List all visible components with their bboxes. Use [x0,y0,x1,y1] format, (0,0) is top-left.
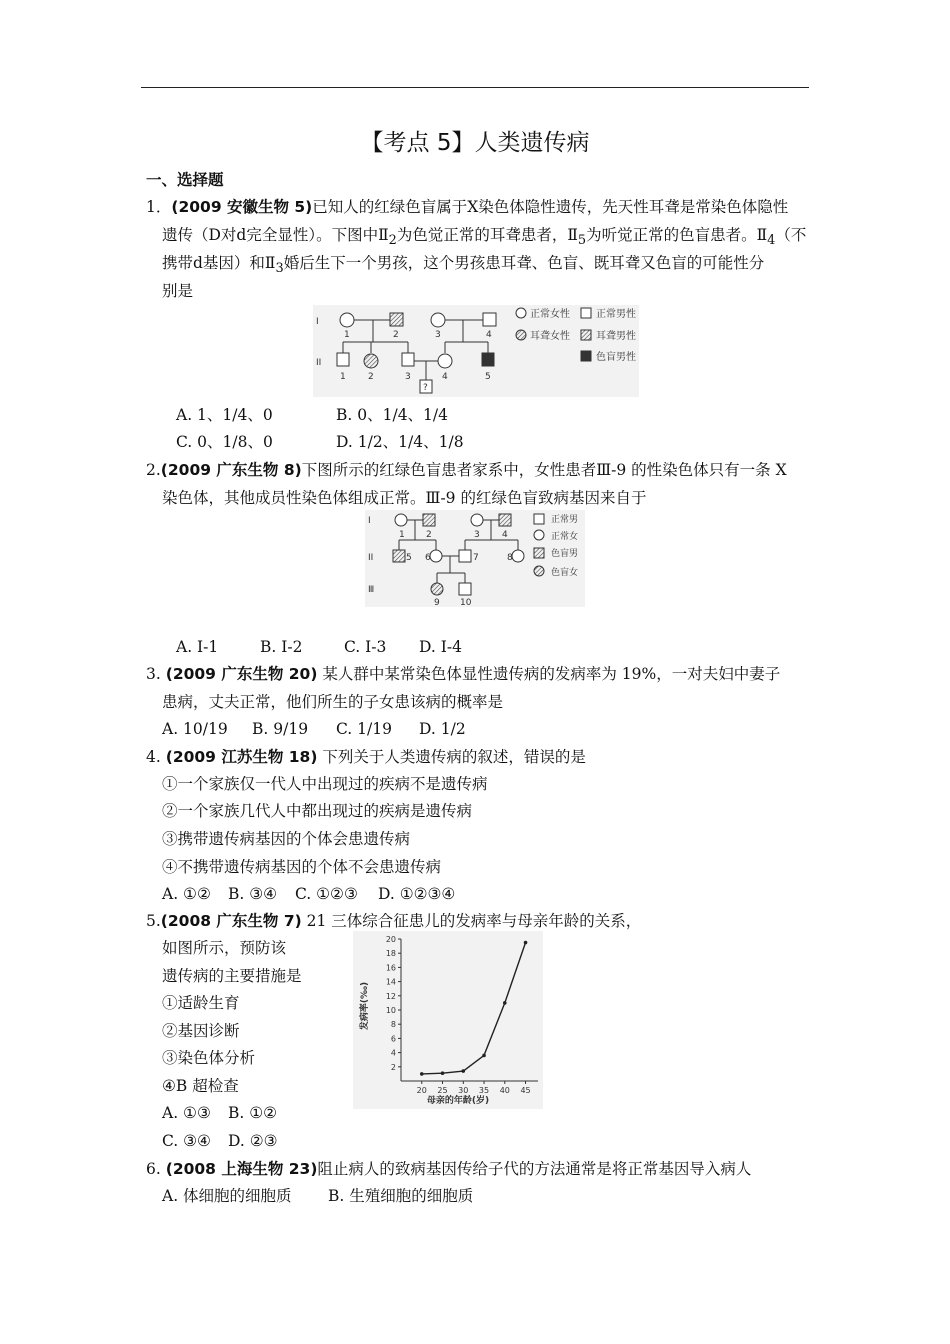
q4-statement-1: ①一个家族仅一代人中出现过的疾病不是遗传病 [162,775,488,793]
top-rule [141,87,809,88]
q2-number: 2. [146,461,161,479]
q2-option-a: A. Ⅰ-1 [176,638,219,656]
chart-y-tick-label: 14 [385,977,396,987]
q4-line1 [146,747,586,767]
q2-id: 6 [425,553,431,563]
legend-deaf-male-symbol [581,330,591,340]
q2-pedigree-figure [365,510,585,607]
chart-x-tick-label: 35 [478,1086,490,1095]
q2-id: 2 [426,530,432,540]
q1-id: 1 [344,330,350,340]
q2-I1-normal-female [395,514,407,526]
q2-id: 10 [460,598,472,607]
q5-number: 5. [146,912,161,930]
q2-I4-colorblind-male [499,514,511,526]
chart-data-point [420,1072,424,1076]
chart-x-tick-label: 20 [416,1086,427,1095]
q6-option-a: A. 体细胞的细胞质 [162,1187,292,1205]
q2-II5-colorblind-male [393,550,405,562]
q1-option-c: C. 0、1/8、0 [176,433,273,451]
q3-option-a: A. 10/19 [162,720,228,738]
q4-statement-4: ④不携带遗传病基因的个体不会患遗传病 [162,858,442,876]
q4-number: 4. [146,748,161,766]
chart-y-axis-label: 发病率(‰) [360,981,370,1031]
q4-statement-3: ③携带遗传病基因的个体会患遗传病 [162,830,411,848]
q1-option-a: A. 1、1/4、0 [176,406,273,424]
q5-source: (2008 广东生物 7) [160,912,302,930]
q1-gen-label-I: I [316,317,319,327]
q1-I3-normal-female [431,313,445,327]
page-title: 【考点 5】人类遗传病 [360,130,590,156]
q3-line1 [146,664,780,684]
q5-measure-1: ①适龄生育 [162,994,240,1012]
q1-gen-label-II: II [316,358,322,368]
legend-deaf-female: 耳聋女性 [530,331,570,342]
q5-measure-2: ②基因诊断 [162,1022,240,1040]
q6-source: (2008 上海生物 23) [165,1160,318,1178]
q2-id: 1 [399,530,405,540]
q2-id: 4 [502,530,508,540]
q5-chart-svg [353,931,543,1109]
q2-line2: 染色体，其他成员性染色体组成正常。Ⅲ-9 的红绿色盲致病基因来自于 [162,489,647,507]
chart-y-tick-label: 10 [385,1006,396,1015]
q1-line2: 遗传（D对d完全显性）。下图中$Ⅱ_2$为色觉正常的耳聋患者，$Ⅱ_5$为听觉正常的色盲患者。$Ⅱ_4$（不 [162,226,807,249]
q5-measure-4: ④B 超检查 [162,1077,239,1095]
chart-x-tick-label: 30 [458,1086,469,1095]
q1-id: 3 [435,330,441,340]
q1-II1-normal-male [337,353,349,366]
q5-measure-3: ③染色体分析 [162,1049,256,1067]
q2-II8-normal-female [512,550,524,562]
chart-data-point [441,1071,445,1075]
q1-source: (2009 安徽生物 5) [171,198,313,216]
q1-I4-normal-male [483,313,496,326]
legend-normal-male: 正常男性 [596,309,636,320]
section-heading: 一、选择题 [146,171,224,189]
q1-II3-normal-male [402,353,414,366]
q5-option-d: D. ②③ [228,1132,278,1150]
q1-option-b: B. 0、1/4、1/4 [336,406,448,424]
q1-line4: 别是 [162,282,194,300]
q3-option-c: C. 1/19 [336,720,392,738]
legend-deaf-female-symbol [516,330,526,340]
chart-x-tick-label: 45 [520,1086,531,1095]
q6-option-b: B. 生殖细胞的细胞质 [328,1187,474,1205]
chart-y-tick-label: 2 [390,1062,396,1072]
q2-III10-normal-male [459,583,471,595]
chart-y-tick-label: 20 [385,935,396,944]
q6-line1 [146,1159,751,1179]
q6-line1-text: 阻止病人的致病基因传给子代的方法通常是将正常基因导入病人 [317,1160,752,1178]
legend-colorblind-male-symbol [534,548,544,558]
chart-y-tick-label: 18 [385,949,396,959]
chart-x-tick-label: 25 [437,1086,448,1095]
q4-option-d: D. ①②③④ [378,885,456,903]
legend-normal-female-symbol [516,308,526,318]
q4-option-a: A. ①② [162,885,211,903]
legend-colorblind-male: 色盲男 [551,549,579,559]
q5-option-a: A. ①③ [162,1104,211,1122]
q2-gen-label-III: Ⅲ [368,585,375,595]
q2-gen-label-II: II [368,553,374,563]
q5-option-c: C. ③④ [162,1132,211,1150]
legend-deaf-male: 耳聋男性 [596,331,636,342]
q2-id: 9 [434,598,440,607]
q5-line1 [146,911,641,931]
q1-id: 5 [485,372,491,382]
q2-line1 [146,460,787,480]
q6-number: 6. [146,1160,161,1178]
q3-number: 3. [146,665,161,683]
q2-gen-label-I: I [368,516,371,526]
legend-colorblind-male: 色盲男性 [596,352,636,363]
q2-option-d: D. Ⅰ-4 [419,638,462,656]
legend-normal-male: 正常男 [551,515,579,525]
q5-incidence-chart [353,931,543,1109]
q3-line2: 患病，丈夫正常，他们所生的子女患该病的概率是 [162,693,504,711]
q1-I2-deaf-male [390,313,403,326]
q4-option-b: B. ③④ [228,885,278,903]
chart-y-tick-label: 12 [385,991,396,1001]
chart-y-tick-label: 8 [390,1020,396,1030]
chart-data-point [461,1069,465,1073]
q5-line: 如图所示，预防该 [162,939,287,957]
legend-colorblind-female: 色盲女 [551,568,579,578]
q2-pedigree-svg [365,510,585,607]
q1-id: 4 [442,372,448,382]
q2-id: 7 [473,553,479,563]
q2-id: 5 [406,553,412,563]
chart-series-line [422,943,526,1074]
q5-option-b: B. ①② [228,1104,278,1122]
q1-id: 2 [368,372,374,382]
q3-line1-text: 某人群中某常染色体显性遗传病的发病率为 19%，一对夫妇中妻子 [322,665,781,683]
chart-x-tick-label: 40 [499,1086,510,1095]
legend-normal-female: 正常女性 [530,309,570,320]
chart-data-point [503,1001,507,1005]
q1-pedigree-svg [313,305,639,397]
q2-source: (2009 广东生物 8) [160,461,302,479]
q1-id: 1 [340,372,346,382]
q2-id: 3 [474,530,480,540]
chart-data-point [482,1054,486,1058]
q1-line1 [146,197,788,217]
q1-number: 1． [146,198,172,216]
q3-source: (2009 广东生物 20) [165,665,318,683]
q1-pedigree-figure [313,305,639,397]
q2-id: 8 [507,553,513,563]
q1-id: 2 [393,330,399,340]
chart-data-point [524,941,528,945]
q2-I3-normal-female [471,514,483,526]
q1-id: 4 [486,330,492,340]
q1-II2-deaf-female [364,354,378,368]
legend-normal-male-symbol [581,308,591,318]
q2-III9-colorblind-female [431,583,443,595]
legend-normal-female: 正常女 [551,532,579,542]
q1-II4-normal-female [438,354,452,368]
q1-line1-text: 已知人的红绿色盲属于X染色体隐性遗传，先天性耳聋是常染色体隐性 [312,198,789,216]
q1-II5-colorblind-male [482,353,494,366]
q3-option-d: D. 1/2 [419,720,466,738]
q1-option-d: D. 1/2、1/4、1/8 [336,433,464,451]
q2-II7-normal-male [459,550,471,562]
q5-line1-text: 21 三体综合征患儿的发病率与母亲年龄的关系， [306,912,642,930]
q5-line: 遗传病的主要措施是 [162,967,302,985]
q2-option-c: C. Ⅰ-3 [344,638,387,656]
q1-I1-normal-female [340,313,354,327]
chart-y-tick-label: 16 [385,963,396,973]
q1-child-question-mark: ? [423,383,428,393]
q2-line1-text: 下图所示的红绿色盲患者家系中，女性患者Ⅲ-9 的性染色体只有一条 X [301,461,787,479]
legend-normal-male-symbol [534,514,544,524]
q4-line1-text: 下列关于人类遗传病的叙述，错误的是 [322,748,586,766]
chart-x-axis-label: 母亲的年龄(岁) [426,1096,490,1106]
q4-option-c: C. ①②③ [295,885,358,903]
q3-option-b: B. 9/19 [252,720,309,738]
q2-I2-colorblind-male [423,514,435,526]
q2-II6-normal-female [430,550,442,562]
q1-line3: 携带d基因）和$Ⅱ_3$婚后生下一个男孩，这个男孩患耳聋、色盲、既耳聋又色盲的可能性分 [162,254,765,277]
legend-colorblind-female-symbol [534,566,544,576]
chart-y-tick-label: 4 [390,1048,396,1058]
q1-id: 3 [405,372,411,382]
q4-source: (2009 江苏生物 18) [165,748,318,766]
q4-statement-2: ②一个家族几代人中都出现过的疾病是遗传病 [162,802,473,820]
q2-option-b: B. Ⅰ-2 [260,638,303,656]
chart-y-tick-label: 6 [390,1034,396,1044]
legend-colorblind-male-symbol [581,351,591,361]
legend-normal-female-symbol [534,530,544,540]
